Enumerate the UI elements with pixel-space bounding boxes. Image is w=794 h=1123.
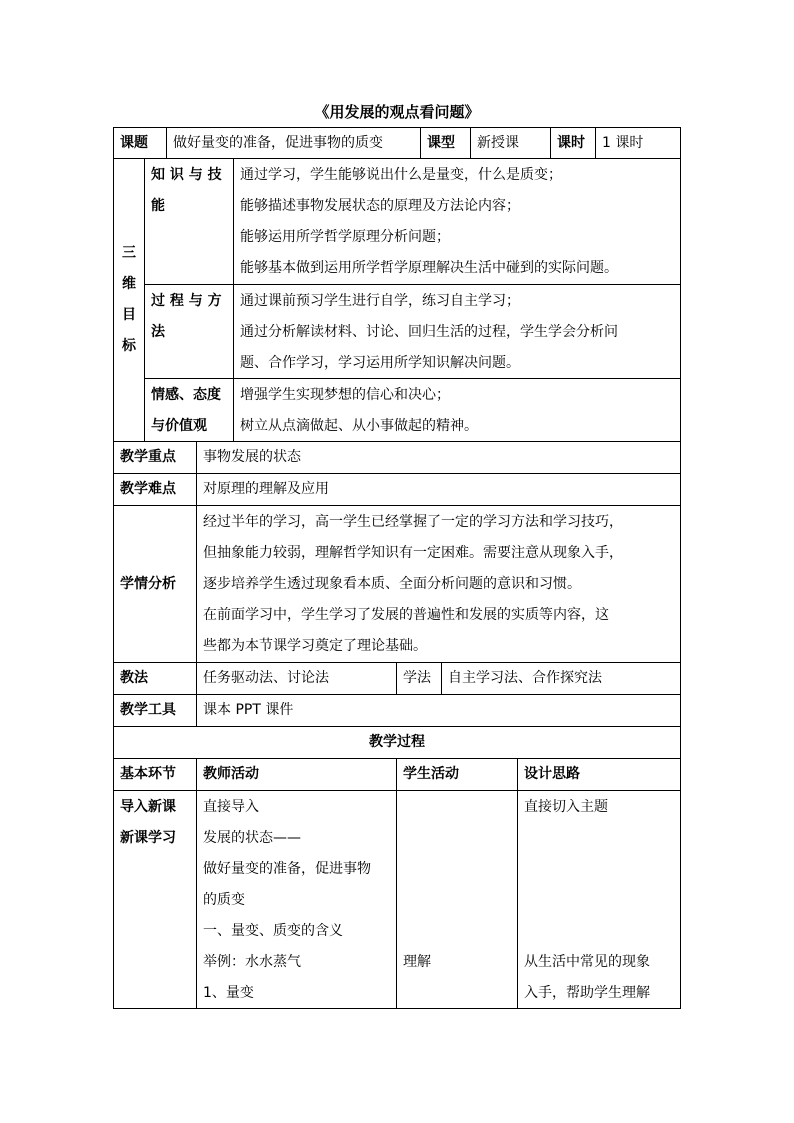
learning-method-label: 学法 bbox=[397, 663, 442, 695]
course-label: 课题 bbox=[114, 128, 167, 159]
stage-line: 新课学习 bbox=[120, 830, 176, 846]
design-idea-cell bbox=[518, 791, 681, 1009]
attitude-label-line: 情感、态度 bbox=[151, 387, 221, 403]
process-line: 通过分析解读材料、讨论、回归生活的过程，学生学会分析问 bbox=[240, 324, 618, 340]
column-header: 学生活动 bbox=[397, 759, 518, 791]
stage-cell bbox=[114, 791, 197, 1009]
process-line: 题、合作学习，学习运用所学知识解决问题。 bbox=[240, 355, 520, 371]
column-header: 设计思路 bbox=[518, 759, 681, 791]
student-line: 理解 bbox=[403, 954, 431, 970]
design-line bbox=[524, 854, 674, 885]
analysis-line: 经过半年的学习，高一学生已经掌握了一定的学习方法和学习技巧， bbox=[203, 514, 623, 530]
student-line bbox=[403, 792, 511, 823]
attitude-line: 增强学生实现梦想的信心和决心； bbox=[240, 387, 450, 403]
student-activity-cell bbox=[397, 791, 518, 1009]
teacher-activity-cell bbox=[197, 791, 397, 1009]
attitude-line: 树立从点滴做起、从小事做起的精神。 bbox=[240, 418, 478, 434]
goals-label-char: 维 bbox=[122, 276, 136, 292]
student-line bbox=[403, 823, 511, 854]
student-line bbox=[403, 885, 511, 916]
teacher-line: 1、量变 bbox=[203, 985, 254, 1001]
difficulty-value: 对原理的理解及应用 bbox=[197, 474, 681, 506]
teacher-line: 发展的状态—— bbox=[203, 830, 301, 846]
hours-label: 课时 bbox=[551, 128, 596, 159]
knowledge-line: 能够基本做到运用所学哲学原理解决生活中碰到的实际问题。 bbox=[240, 260, 618, 276]
teacher-line: 举例：水水蒸气 bbox=[203, 954, 301, 970]
student-line bbox=[403, 854, 511, 885]
hours-value: 1 课时 bbox=[596, 128, 681, 159]
tools-label: 教学工具 bbox=[114, 695, 197, 727]
attitude-label bbox=[145, 379, 234, 442]
design-line: 直接切入主题 bbox=[524, 799, 608, 815]
attitude-label-line: 与价值观 bbox=[151, 418, 207, 434]
knowledge-label-line: 能 bbox=[151, 198, 165, 214]
attitude-content bbox=[234, 379, 681, 442]
goals-label-char: 目 bbox=[122, 307, 136, 323]
teaching-method-value: 任务驱动法、讨论法 bbox=[197, 663, 397, 695]
knowledge-line: 能够描述事物发展状态的原理及方法论内容； bbox=[240, 198, 520, 214]
teacher-line: 直接导入 bbox=[203, 799, 259, 815]
analysis-line: 在前面学习中，学生学习了发展的普遍性和发展的实质等内容，这 bbox=[203, 607, 609, 623]
key-point-value: 事物发展的状态 bbox=[197, 442, 681, 474]
column-header: 教师活动 bbox=[197, 759, 397, 791]
knowledge-label bbox=[145, 159, 234, 285]
design-line bbox=[524, 885, 674, 916]
goals-label-char: 三 bbox=[122, 245, 136, 261]
knowledge-line: 能够运用所学哲学原理分析问题； bbox=[240, 229, 450, 245]
design-line bbox=[524, 823, 674, 854]
process-label-line: 法 bbox=[151, 324, 165, 340]
document-title: 《用发展的观点看问题》 bbox=[314, 103, 480, 121]
design-line: 入手，帮助学生理解 bbox=[524, 985, 650, 1001]
process-label bbox=[145, 285, 234, 379]
knowledge-line: 通过学习，学生能够说出什么是量变，什么是质变； bbox=[240, 167, 562, 183]
goals-label-char: 标 bbox=[122, 338, 136, 354]
type-value: 新授课 bbox=[471, 128, 551, 159]
key-point-label: 教学重点 bbox=[114, 442, 197, 474]
process-content bbox=[234, 285, 681, 379]
tools-value: 课本 PPT 课件 bbox=[197, 695, 681, 727]
course-value: 做好量变的准备，促进事物的质变 bbox=[167, 128, 421, 159]
process-label-line: 过 程 与 方 bbox=[151, 293, 222, 309]
knowledge-content bbox=[234, 159, 681, 285]
process-line: 通过课前预习学生进行自学，练习自主学习； bbox=[240, 293, 520, 309]
student-line bbox=[403, 916, 511, 947]
analysis-content bbox=[197, 506, 681, 663]
teacher-line: 的质变 bbox=[203, 892, 245, 908]
analysis-line: 些都为本节课学习奠定了理论基础。 bbox=[203, 638, 427, 654]
design-line: 从生活中常见的现象 bbox=[524, 954, 650, 970]
analysis-line: 逐步培养学生透过现象看本质、全面分析问题的意识和习惯。 bbox=[203, 576, 581, 592]
column-header: 基本环节 bbox=[114, 759, 197, 791]
analysis-line: 但抽象能力较弱，理解哲学知识有一定困难。需要注意从现象入手， bbox=[203, 545, 623, 561]
goals-label bbox=[114, 159, 145, 442]
design-line bbox=[524, 916, 674, 947]
lesson-plan-table bbox=[113, 127, 681, 1009]
analysis-label: 学情分析 bbox=[114, 506, 197, 663]
teaching-method-label: 教法 bbox=[114, 663, 197, 695]
learning-method-value: 自主学习法、合作探究法 bbox=[442, 663, 681, 695]
difficulty-label: 教学难点 bbox=[114, 474, 197, 506]
knowledge-label-line: 知 识 与 技 bbox=[151, 167, 222, 183]
teacher-line: 做好量变的准备，促进事物 bbox=[203, 861, 371, 877]
teacher-line: 一、量变、质变的含义 bbox=[203, 923, 343, 939]
type-label: 课型 bbox=[421, 128, 471, 159]
stage-line: 导入新课 bbox=[120, 799, 176, 815]
process-section-title: 教学过程 bbox=[114, 727, 681, 759]
